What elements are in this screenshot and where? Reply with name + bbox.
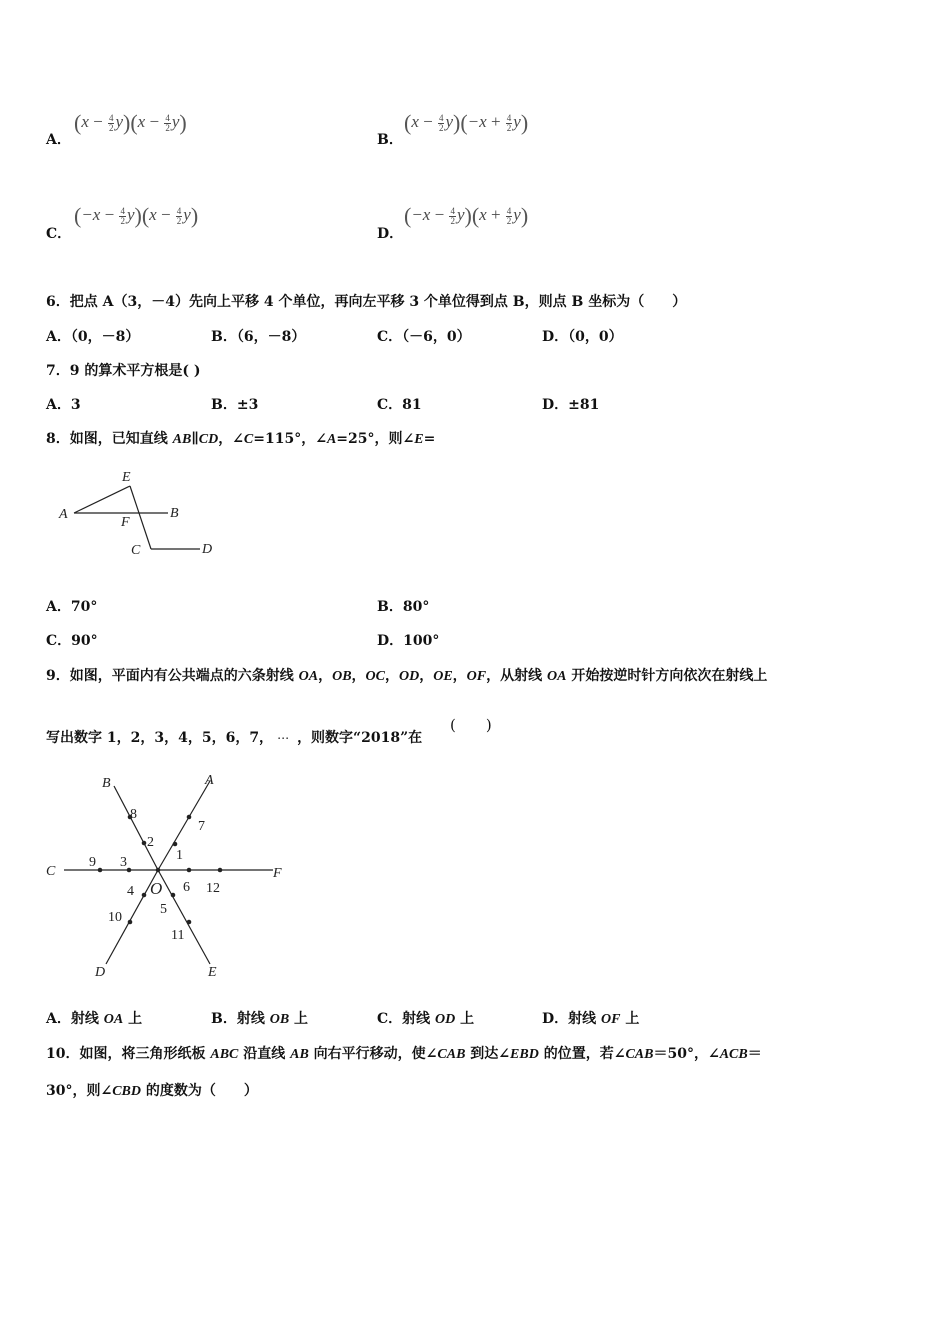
q9-num-9: 9 [89,855,96,870]
q9-label-a: A [205,773,214,788]
q9-point-12 [218,868,223,873]
q8-label-c: C [131,543,141,558]
q5-option-a-expr: (x − $\frac{4}{2}$ y)(x − $\frac{4}{2}$ y) [74,110,187,135]
q9-point-3 [127,868,132,873]
q8-figure [50,462,230,562]
q9-label-b: B [102,776,111,791]
q8-option-a: A．70° [46,599,98,615]
q9-num-5: 5 [160,902,167,917]
q9-num-3: 3 [120,855,127,870]
q5-option-a-label: A． [46,132,71,148]
q9-stem-line2: 写出数字 1，2，3，4，5，6，7， … ，则数字“2018”在 [46,728,423,746]
q5-option-d-label: D． [377,226,404,242]
q9-num-1: 1 [176,848,183,863]
q8-segment-ec [130,486,151,549]
q9-label-f: F [273,866,282,881]
q6-option-b: B．（6，－8） [211,329,306,345]
q9-point-o [156,868,161,873]
q9-num-10: 10 [108,910,122,925]
q8-option-b: B．80° [377,599,430,615]
q9-label-c: C [46,864,56,879]
q8-label-a: A [59,507,68,522]
q6-option-d: D．（0，0） [542,329,623,345]
q9-label-e: E [208,965,217,980]
q9-ellipsis: … [277,728,290,742]
q9-point-11 [187,920,192,925]
q7-option-b: B．±3 [211,397,259,413]
q7-stem: 7．9 的算术平方根是( ) [46,363,201,379]
q9-num-7: 7 [198,819,205,834]
q8-label-f: F [121,515,130,530]
q6-option-a: A．（0，－8） [46,329,140,345]
q9-point-1 [173,842,178,847]
q7-option-a: A．3 [46,397,81,413]
q9-option-d: D．射线 OF 上 [542,1011,640,1027]
q8-label-b: B [170,506,179,521]
q5-option-c-expr: (−x − $\frac{4}{2}$ y)(x − $\frac{4}{2}$ y) [74,203,199,228]
q9-option-a: A．射线 OA 上 [46,1011,143,1027]
q10-stem-line2: 30°，则∠CBD 的度数为（ ） [46,1083,258,1099]
q8-label-e: E [122,470,131,485]
q9-point-9 [98,868,103,873]
q10-stem-line1: 10．如图，将三角形纸板 ABC 沿直线 AB 向右平行移动，使∠CAB 到达∠EBD 的位置，若∠CAB＝50°，∠ACB＝ [46,1046,762,1062]
q9-num-2: 2 [147,835,154,850]
q9-stem-line1: 9．如图，平面内有公共端点的六条射线 OA，OB，OC，OD，OE，OF，从射线 OA 开始按逆时针方向依次在射线上 [46,668,768,684]
q9-label-o: O [150,879,163,898]
q5-option-d-expr: (−x − $\frac{4}{2}$ y)(x + $\frac{4}{2}$ y) [404,203,529,228]
q9-num-12: 12 [206,881,220,896]
q8-option-c: C．90° [46,633,98,649]
q9-num-4: 4 [127,884,134,899]
q7-option-d: D．±81 [542,397,600,413]
q9-figure [40,768,300,983]
q8-option-d: D．100° [377,633,440,649]
q9-point-7 [187,815,192,820]
q5-option-b-expr: (x − $\frac{4}{2}$ y)(−x + $\frac{4}{2}$ y) [404,110,529,135]
q8-segment-ae [74,486,130,513]
q9-answer-paren: ( ) [450,716,492,734]
q7-option-c: C．81 [377,397,422,413]
q5-option-b-label: B． [377,132,403,148]
q9-label-d: D [95,965,106,980]
q9-num-11: 11 [171,928,185,943]
q6-stem: 6．把点 A（3，－4）先向上平移 4 个单位，再向左平移 3 个单位得到点 B，则点 B 坐标为（ ） [46,294,687,310]
q9-point-10 [128,920,133,925]
q9-point-4 [142,893,147,898]
q9-option-c: C．射线 OD 上 [377,1011,475,1027]
q5-option-c-label: C． [46,226,72,242]
q9-option-b: B．射线 OB 上 [211,1011,309,1027]
q9-point-6 [187,868,192,873]
q9-point-5 [171,893,176,898]
q8-stem: 8．如图，已知直线 AB∥CD，∠C=115°，∠A=25°，则∠E= [46,431,436,447]
q6-option-c: C．（－6，0） [377,329,471,345]
q9-num-6: 6 [183,880,190,895]
q9-num-8: 8 [130,807,137,822]
q8-label-d: D [202,542,213,557]
q9-point-2 [142,841,147,846]
